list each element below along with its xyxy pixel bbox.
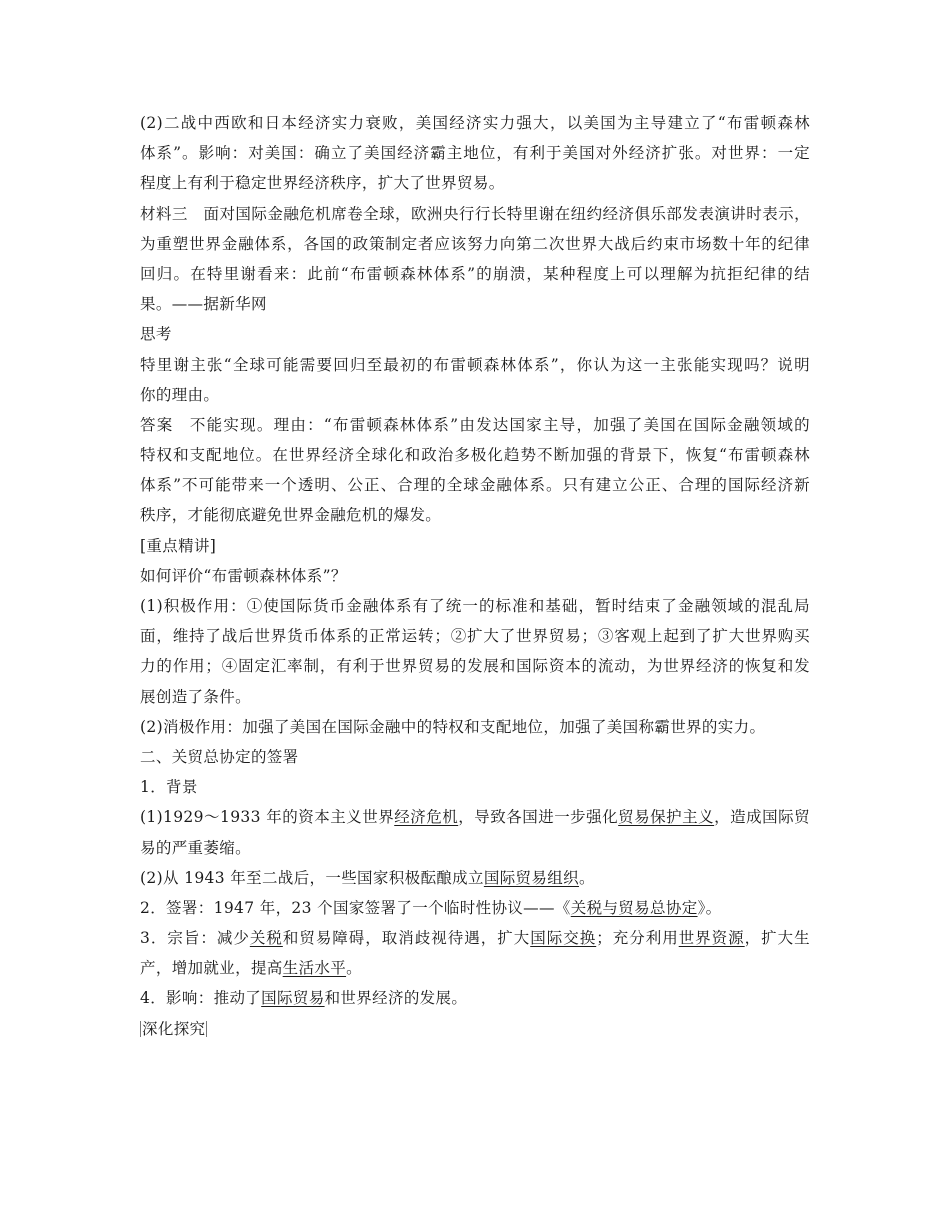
paragraph-line: 特里谢主张“全球可能需要回归至最初的布雷顿森林体系”，你认为这一主张能实现吗？说明 xyxy=(140,355,810,374)
background-item-2 xyxy=(140,863,810,893)
paragraph-line: 体系”不可能带来一个透明、公正、合理的全球金融体系。只有建立公正、合理的国际经济新 xyxy=(140,476,810,495)
text-run: ；充分利用 xyxy=(596,929,679,948)
paragraph-line: 程度上有利于稳定世界经济秩序，扩大了世界贸易。 xyxy=(140,174,505,193)
purpose-item-continued xyxy=(140,953,810,983)
text-run: 。 xyxy=(578,868,595,887)
paragraph-line: 你的理由。 xyxy=(140,385,220,404)
text-run: ，造成国际贸 xyxy=(714,808,810,827)
answer-label: 答案 xyxy=(140,415,174,434)
deepen-label: 深化探究 xyxy=(142,1019,206,1038)
document-page xyxy=(140,108,810,1044)
signing-item xyxy=(140,893,810,923)
material3-label: 材料三 xyxy=(140,204,188,223)
text-run: 产，增加就业，提高 xyxy=(140,959,283,978)
text-run: 3．宗旨：减少 xyxy=(140,929,250,948)
subsection-heading: 1．背景 xyxy=(140,778,198,797)
paragraph-line: 面，维持了战后世界货币体系的正常运转；②扩大了世界贸易；③客观上起到了扩大世界购买 xyxy=(140,627,810,646)
influence-item xyxy=(140,983,810,1013)
text-run: (2)从 1943 年至二战后，一些国家积极酝酿成立 xyxy=(140,868,484,887)
text-run: 2．签署：1947 年，23 个国家签署了一个临时性协议——《 xyxy=(140,898,571,917)
text-run: 和贸易障碍，取消歧视待遇，扩大 xyxy=(282,929,531,948)
paragraph-line: 为重塑世界金融体系，各国的政策制定者应该努力向第二次世界大战后约束市场数十年的纪律 xyxy=(140,234,810,253)
text-run: 4．影响：推动了 xyxy=(140,989,262,1008)
paragraph-line: 力的作用；④固定汇率制，有利于世界贸易的发展和国际资本的流动，为世界经济的恢复和发 xyxy=(140,657,810,676)
text-run: ，扩大生 xyxy=(744,929,811,948)
blank-answer: 国际交换 xyxy=(530,929,597,948)
blank-answer: 经济危机 xyxy=(394,808,459,827)
paragraph-line: 展创造了条件。 xyxy=(140,687,251,706)
paragraph-line: 特权和支配地位。在世界经济全球化和政治多极化趋势不断加强的背景下，恢复“布雷顿森林 xyxy=(140,446,810,465)
blank-answer: 世界资源 xyxy=(678,929,745,948)
blank-answer: 国际贸易组织 xyxy=(483,868,579,887)
deepen-heading xyxy=(140,1014,810,1044)
blank-answer: 生活水平 xyxy=(282,959,347,978)
key-points-heading: [重点精讲] xyxy=(140,536,217,555)
paragraph-line: (2)二战中西欧和日本经济实力衰败，美国经济实力强大，以美国为主导建立了“布雷顿森林 xyxy=(140,114,810,132)
text-run: 和世界经济的发展。 xyxy=(324,989,468,1008)
key-points-question: 如何评价“布雷顿森林体系”？ xyxy=(140,566,347,585)
paragraph-line: 体系”。影响：对美国：确立了美国经济霸主地位，有利于美国对外经济扩张。对世界：一定 xyxy=(140,144,810,163)
paragraph-line: 秩序，才能彻底避免世界金融危机的爆发。 xyxy=(140,506,442,525)
answer-first-line xyxy=(140,410,810,440)
paragraph-line: 易的严重萎缩。 xyxy=(140,838,251,857)
think-heading: 思考 xyxy=(140,325,172,344)
material3-text: 面对国际金融危机席卷全球，欧洲央行行长特里谢在纽约经济俱乐部发表演讲时表示， xyxy=(203,204,810,223)
text-run: (1)1929～1933 年的资本主义世界 xyxy=(140,808,395,827)
purpose-item xyxy=(140,923,810,953)
material3-first-line xyxy=(140,199,810,229)
paragraph-line: 回归。在特里谢看来：此前“布雷顿森林体系”的崩溃，某种程度上可以理解为抗拒纪律的结 xyxy=(140,264,810,283)
paragraph-line: (1)积极作用：①使国际货币金融体系有了统一的标准和基础，暂时结束了金融领域的混乱局 xyxy=(140,597,810,615)
text-run: 。 xyxy=(346,959,362,978)
blank-answer: 国际贸易 xyxy=(261,989,325,1008)
blank-answer: 贸易保护主义 xyxy=(618,808,715,827)
paragraph-line: 果。——据新华网 xyxy=(140,295,267,314)
paragraph-line: (2)消极作用：加强了美国在国际金融中的特权和支配地位，加强了美国称霸世界的实力。 xyxy=(140,717,766,736)
answer-text: 不能实现。理由：“布雷顿森林体系”由发达国家主导，加强了美国在国际金融领域的 xyxy=(188,415,810,434)
background-item-1 xyxy=(140,802,810,832)
section-heading: 二、关贸总协定的签署 xyxy=(140,747,299,766)
text-run: 》。 xyxy=(697,898,722,917)
blank-answer: 关税 xyxy=(249,929,283,948)
text-run: ，导致各国进一步强化 xyxy=(458,808,619,827)
blank-answer: 关税与贸易总协定 xyxy=(570,898,698,917)
